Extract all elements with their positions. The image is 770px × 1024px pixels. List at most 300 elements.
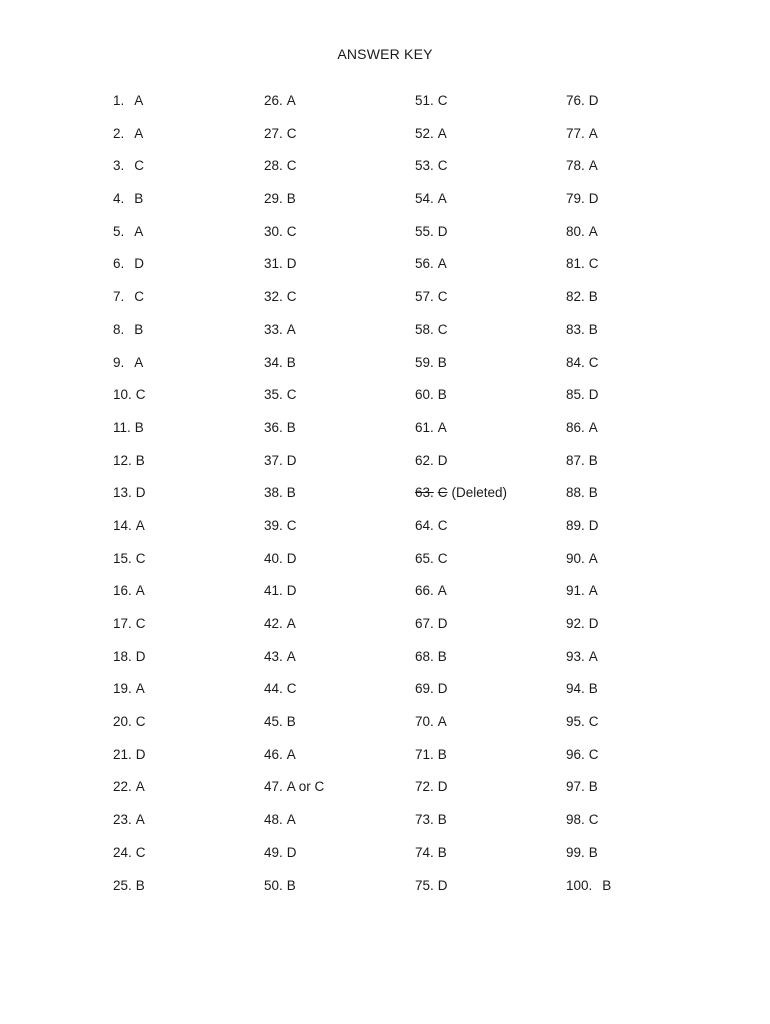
- question-number: 53.: [415, 158, 434, 174]
- question-number: 74.: [415, 844, 434, 860]
- answer-letter: D: [286, 256, 297, 272]
- answer-letter: D: [286, 844, 297, 860]
- question-number: 84.: [566, 354, 585, 370]
- answer-letter: C: [588, 746, 599, 762]
- answer-letter: B: [286, 485, 296, 501]
- answer-letter: C: [286, 681, 297, 697]
- answer-letter: C: [286, 125, 297, 141]
- question-number: 86.: [566, 419, 585, 435]
- question-number: 9.: [113, 354, 125, 370]
- answer-item: [113, 322, 146, 355]
- answer-letter: B: [286, 877, 296, 893]
- answer-item: [566, 191, 611, 224]
- answer-item: [264, 616, 324, 649]
- answer-item: [415, 714, 507, 747]
- answer-letter: D: [437, 616, 448, 631]
- answer-letter: B: [588, 289, 598, 305]
- question-number: 45.: [264, 714, 283, 730]
- answer-letter: D: [286, 550, 297, 566]
- question-number: 87.: [566, 452, 585, 468]
- question-number: 67.: [415, 616, 434, 631]
- question-number: 88.: [566, 485, 585, 501]
- answer-item: [566, 779, 611, 812]
- answer-item: [415, 289, 507, 322]
- answer-letter: D: [588, 517, 599, 533]
- question-number: 16.: [113, 583, 132, 599]
- answer-letter: B: [602, 877, 612, 893]
- answer-item: [566, 420, 611, 453]
- answer-letter: C: [437, 517, 448, 533]
- answer-letter: D: [134, 256, 145, 272]
- answer-item: [566, 551, 611, 584]
- answer-letter: C: [588, 812, 599, 828]
- answer-item: [415, 453, 507, 486]
- answer-item: [566, 387, 611, 420]
- answer-item: [566, 322, 611, 355]
- answer-item: [113, 681, 146, 714]
- answer-item: [113, 878, 146, 911]
- answer-item: [264, 518, 324, 551]
- answer-letter: C: [134, 289, 145, 305]
- question-number: 5.: [113, 223, 125, 239]
- question-number: 64.: [415, 517, 434, 533]
- answer-column-4: [566, 93, 611, 910]
- answer-letter: D: [437, 779, 448, 795]
- question-number: 35.: [264, 387, 283, 403]
- answer-letter: D: [135, 648, 146, 664]
- answer-item: [113, 551, 146, 584]
- answer-item: [264, 714, 324, 747]
- question-number: 50.: [264, 877, 283, 893]
- answer-letter: A: [437, 256, 447, 272]
- question-number: 21.: [113, 746, 132, 762]
- answer-item: [264, 93, 324, 126]
- answer-letter: B: [437, 387, 447, 403]
- answer-item: [415, 551, 507, 584]
- question-number: 4.: [113, 191, 125, 207]
- question-number: 37.: [264, 452, 283, 468]
- answer-item: [264, 583, 324, 616]
- question-number: 1.: [113, 93, 125, 108]
- question-number: 20.: [113, 714, 132, 730]
- question-number: 96.: [566, 746, 585, 762]
- page-title: ANSWER KEY: [337, 46, 433, 62]
- question-number: 38.: [264, 485, 283, 501]
- answer-item: [566, 649, 611, 682]
- answer-letter: A: [588, 158, 598, 174]
- answer-item: [113, 583, 146, 616]
- question-number: 76.: [566, 93, 585, 108]
- answer-letter: B: [437, 844, 447, 860]
- question-number: 91.: [566, 583, 585, 599]
- question-number: 60.: [415, 387, 434, 403]
- answer-item: [566, 93, 611, 126]
- question-number: 22.: [113, 779, 132, 795]
- answer-letter: D: [588, 191, 599, 207]
- question-number: 68.: [415, 648, 434, 664]
- answer-item: [566, 518, 611, 551]
- answer-letter: A: [286, 746, 296, 762]
- answer-item: [415, 322, 507, 355]
- answer-letter: A: [286, 812, 296, 828]
- answer-letter: A: [134, 125, 144, 141]
- question-number: 27.: [264, 125, 283, 141]
- question-number: 12.: [113, 452, 132, 468]
- question-number: 78.: [566, 158, 585, 174]
- question-number: 95.: [566, 714, 585, 730]
- question-number: 31.: [264, 256, 283, 272]
- question-number: 44.: [264, 681, 283, 697]
- answer-letter: C: [437, 289, 448, 305]
- question-number: 83.: [566, 321, 585, 337]
- answer-letter: B: [134, 419, 144, 435]
- answer-item: [566, 158, 611, 191]
- answer-letter: B: [134, 321, 144, 337]
- answer-item: [566, 714, 611, 747]
- question-number: 25.: [113, 877, 132, 893]
- question-number: 75.: [415, 877, 434, 893]
- answer-letter: D: [286, 452, 297, 468]
- answer-letter: A: [135, 779, 145, 795]
- answer-item: [566, 747, 611, 780]
- answer-item: [264, 256, 324, 289]
- question-number: 94.: [566, 681, 585, 697]
- question-number: 51.: [415, 93, 434, 108]
- answer-item: [264, 779, 324, 812]
- answer-letter: C: [286, 387, 297, 403]
- answer-item: [415, 355, 507, 388]
- answer-letter: A: [286, 648, 296, 664]
- answer-item: [113, 387, 146, 420]
- question-number: 7.: [113, 289, 125, 305]
- answer-item: [415, 191, 507, 224]
- answer-letter: C: [135, 550, 146, 566]
- answer-item: [415, 583, 507, 616]
- answer-item: [264, 420, 324, 453]
- question-number: 100.: [566, 877, 593, 893]
- answer-letter: D: [588, 387, 599, 403]
- answer-letter: C: [437, 485, 448, 501]
- answer-item: [566, 224, 611, 257]
- question-number: 8.: [113, 321, 125, 337]
- question-number: 82.: [566, 289, 585, 305]
- answer-letter: A: [437, 125, 447, 141]
- answer-item: [264, 224, 324, 257]
- question-number: 48.: [264, 812, 283, 828]
- answer-letter: B: [135, 452, 145, 468]
- answer-letter: C: [588, 256, 599, 272]
- answer-item: [415, 747, 507, 780]
- answer-item: [415, 681, 507, 714]
- question-number: 55.: [415, 223, 434, 239]
- answer-letter: A: [135, 812, 145, 828]
- answer-item: [566, 616, 611, 649]
- answer-item: [566, 289, 611, 322]
- question-number: 98.: [566, 812, 585, 828]
- answer-letter: A: [588, 125, 598, 141]
- answer-letter: A: [134, 93, 144, 108]
- answer-item: [264, 453, 324, 486]
- answer-item: [264, 322, 324, 355]
- answer-item: [415, 812, 507, 845]
- answer-item: [566, 453, 611, 486]
- answer-item: [415, 518, 507, 551]
- question-number: 30.: [264, 223, 283, 239]
- answer-letter: A: [588, 550, 598, 566]
- answer-letter: D: [437, 452, 448, 468]
- answer-item: [566, 878, 611, 911]
- answer-letter: C: [437, 93, 448, 108]
- answer-letter: A or C: [286, 779, 325, 795]
- answer-letter: C: [286, 158, 297, 174]
- answer-item: [113, 779, 146, 812]
- question-number: 29.: [264, 191, 283, 207]
- question-number: 92.: [566, 616, 585, 631]
- answer-letter: B: [286, 419, 296, 435]
- answer-item: [113, 453, 146, 486]
- answer-item: [566, 812, 611, 845]
- question-number: 97.: [566, 779, 585, 795]
- answer-item: [264, 649, 324, 682]
- answer-letter: A: [286, 616, 296, 631]
- answer-letter: A: [437, 714, 447, 730]
- question-number: 14.: [113, 517, 132, 533]
- answer-letter: B: [437, 354, 447, 370]
- question-number: 62.: [415, 452, 434, 468]
- question-number: 43.: [264, 648, 283, 664]
- question-number: 13.: [113, 485, 132, 501]
- answer-item: [264, 845, 324, 878]
- answer-item: [113, 747, 146, 780]
- answer-item: [113, 420, 146, 453]
- answer-letter: C: [286, 517, 297, 533]
- question-number: 26.: [264, 93, 283, 108]
- answer-item: [264, 289, 324, 322]
- question-number: 39.: [264, 517, 283, 533]
- question-number: 24.: [113, 844, 132, 860]
- question-number: 61.: [415, 419, 434, 435]
- question-number: 46.: [264, 746, 283, 762]
- question-number: 54.: [415, 191, 434, 207]
- question-number: 58.: [415, 321, 434, 337]
- answer-letter: B: [588, 485, 598, 501]
- answer-letter: A: [437, 191, 447, 207]
- answer-letter: B: [588, 452, 598, 468]
- answer-item: [113, 224, 146, 257]
- answer-letter: B: [286, 714, 296, 730]
- question-number: 15.: [113, 550, 132, 566]
- question-number: 42.: [264, 616, 283, 631]
- answer-item: [113, 191, 146, 224]
- question-number: 85.: [566, 387, 585, 403]
- question-number: 28.: [264, 158, 283, 174]
- answer-item: [113, 714, 146, 747]
- answer-letter: A: [134, 223, 144, 239]
- answer-letter: C: [135, 714, 146, 730]
- answer-item: [113, 518, 146, 551]
- answer-letter: B: [588, 844, 598, 860]
- question-number: 34.: [264, 354, 283, 370]
- answer-item: [264, 812, 324, 845]
- answer-column-1: [113, 93, 146, 910]
- question-number: 52.: [415, 125, 434, 141]
- answer-item: [566, 355, 611, 388]
- answer-column-3: [415, 93, 507, 910]
- answer-letter: D: [437, 223, 448, 239]
- answer-item: [264, 387, 324, 420]
- question-number: 69.: [415, 681, 434, 697]
- answer-item: [415, 845, 507, 878]
- answer-letter: A: [134, 354, 144, 370]
- answer-letter: B: [135, 877, 145, 893]
- answer-item: [113, 845, 146, 878]
- answer-letter: B: [437, 812, 447, 828]
- answer-letter: C: [135, 844, 146, 860]
- answer-item: [113, 355, 146, 388]
- answer-letter: C: [437, 321, 448, 337]
- question-number: 32.: [264, 289, 283, 305]
- answer-letter: B: [588, 321, 598, 337]
- answer-item: [113, 158, 146, 191]
- answer-item: [415, 256, 507, 289]
- question-number: 89.: [566, 517, 585, 533]
- answer-letter: D: [588, 616, 599, 631]
- answer-item: [113, 289, 146, 322]
- question-number: 49.: [264, 844, 283, 860]
- answer-item: [415, 387, 507, 420]
- question-number: 6.: [113, 256, 125, 272]
- answer-item: [415, 649, 507, 682]
- question-number: 57.: [415, 289, 434, 305]
- answer-letter: A: [588, 648, 598, 664]
- answer-item: [415, 878, 507, 911]
- question-number: 72.: [415, 779, 434, 795]
- answer-item: [566, 485, 611, 518]
- answer-letter: C: [135, 616, 146, 631]
- question-number: 17.: [113, 616, 132, 631]
- answer-item: [264, 158, 324, 191]
- answer-item: [566, 256, 611, 289]
- answer-item: [264, 878, 324, 911]
- answer-letter: D: [437, 681, 448, 697]
- answer-letter: D: [437, 877, 448, 893]
- answer-letter: D: [135, 485, 146, 501]
- question-number: 3.: [113, 158, 125, 174]
- answer-letter: B: [437, 746, 447, 762]
- question-number: 66.: [415, 583, 434, 599]
- answer-item: [415, 93, 507, 126]
- answer-letter: A: [286, 321, 296, 337]
- question-number: 40.: [264, 550, 283, 566]
- question-number: 73.: [415, 812, 434, 828]
- answer-letter: C: [588, 714, 599, 730]
- answer-letter: A: [588, 419, 598, 435]
- question-number: 93.: [566, 648, 585, 664]
- answer-letter: B: [134, 191, 144, 207]
- answer-letter: A: [135, 517, 145, 533]
- answer-letter: C: [134, 158, 145, 174]
- question-number: 70.: [415, 714, 434, 730]
- answer-letter: A: [135, 681, 145, 697]
- question-number: 2.: [113, 125, 125, 141]
- question-number: 81.: [566, 256, 585, 272]
- answer-item: [415, 158, 507, 191]
- question-number: 71.: [415, 746, 434, 762]
- answer-item: [264, 551, 324, 584]
- question-number: 33.: [264, 321, 283, 337]
- answer-letter: A: [588, 583, 598, 599]
- answer-item: [113, 616, 146, 649]
- answer-letter: B: [588, 779, 598, 795]
- answer-item: [566, 681, 611, 714]
- answer-letter: A: [286, 93, 296, 108]
- question-number: 63.: [415, 485, 434, 501]
- answer-item: [113, 812, 146, 845]
- question-number: 77.: [566, 125, 585, 141]
- answer-item: [415, 485, 507, 518]
- answer-item: [264, 681, 324, 714]
- question-number: 19.: [113, 681, 132, 697]
- question-number: 79.: [566, 191, 585, 207]
- answer-letter: A: [437, 583, 447, 599]
- answer-letter: A: [588, 223, 598, 239]
- answer-item: [415, 779, 507, 812]
- question-number: 18.: [113, 648, 132, 664]
- answer-letter: B: [286, 354, 296, 370]
- answer-item: [113, 93, 146, 126]
- answer-item: [415, 420, 507, 453]
- question-number: 80.: [566, 223, 585, 239]
- deleted-note: (Deleted): [451, 485, 508, 501]
- answer-letter: D: [588, 93, 599, 108]
- answer-item: [264, 747, 324, 780]
- answer-column-2: [264, 93, 324, 910]
- answer-letter: C: [437, 550, 448, 566]
- answer-letter: C: [588, 354, 599, 370]
- answer-item: [264, 191, 324, 224]
- answer-item: [264, 355, 324, 388]
- answer-item: [566, 126, 611, 159]
- question-number: 47.: [264, 779, 283, 795]
- answer-item: [264, 126, 324, 159]
- answer-item: [113, 649, 146, 682]
- answer-item: [113, 126, 146, 159]
- answer-letter: A: [437, 419, 447, 435]
- question-number: 59.: [415, 354, 434, 370]
- answer-item: [264, 485, 324, 518]
- question-number: 23.: [113, 812, 132, 828]
- answer-letter: D: [135, 746, 146, 762]
- question-number: 99.: [566, 844, 585, 860]
- answer-letter: C: [286, 223, 297, 239]
- answer-letter: B: [286, 191, 296, 207]
- answer-item: [113, 485, 146, 518]
- answer-letter: D: [286, 583, 297, 599]
- question-number: 10.: [113, 387, 132, 403]
- answer-item: [415, 616, 507, 649]
- answer-letter: B: [437, 648, 447, 664]
- answer-letter: C: [286, 289, 297, 305]
- answer-letter: B: [588, 681, 598, 697]
- question-number: 65.: [415, 550, 434, 566]
- question-number: 11.: [113, 419, 131, 435]
- question-number: 56.: [415, 256, 434, 272]
- answer-item: [566, 583, 611, 616]
- answer-letter: C: [135, 387, 146, 403]
- answer-letter: C: [437, 158, 448, 174]
- question-number: 90.: [566, 550, 585, 566]
- answer-item: [566, 845, 611, 878]
